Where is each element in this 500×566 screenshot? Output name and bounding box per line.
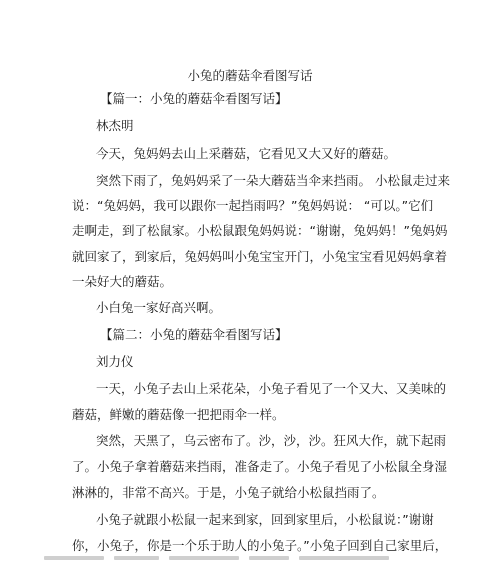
paragraph-line: 今天，兔妈妈去山上采蘑菇，它看见又大又好的蘑菇。 (96, 146, 397, 161)
section-heading-1: 【篇一：小兔的蘑菇伞看图写话】 (100, 91, 288, 106)
paragraph-line: 一天，小兔子去山上采花朵，小兔子看见了一个又大、又美味的 (96, 381, 447, 396)
paragraph-line: 小兔子就跟小松鼠一起来到家，回到家里后，小松鼠说：”谢谢 (96, 512, 434, 527)
paragraph-line: 突然，天黑了，乌云密布了。沙，沙，沙。狂风大作，就下起雨 (96, 433, 447, 448)
paragraph-line: 说：“兔妈妈，我可以跟你一起挡雨吗？”兔妈妈说： “可以。”它们 (72, 198, 434, 213)
author-1: 林杰明 (96, 118, 134, 133)
paragraph-line: 就回家了，到家后，兔妈妈叫小兔宝宝开门，小兔宝宝看见妈妈拿着 (72, 249, 448, 264)
document-title: 小兔的蘑菇伞看图写话 (187, 68, 313, 83)
section-heading-2: 【篇二：小兔的蘑菇伞看图写话】 (100, 327, 288, 342)
cut-off-text-line (44, 556, 394, 566)
paragraph-line: 一朵好大的蘑菇。 (72, 274, 173, 289)
paragraph-line: 淋淋的，非常不高兴。于是，小兔子就给小松鼠挡雨了。 (72, 485, 385, 500)
paragraph-line: 突然下雨了，兔妈妈采了一朵大蘑菇当伞来挡雨。 小松鼠走过来 (96, 173, 450, 188)
paragraph-line: 你，小兔子，你是一个乐于助人的小兔子。”小兔子回到自己家里后， (72, 538, 448, 553)
paragraph-line: 走啊走，到了松鼠家。小松鼠跟兔妈妈说：“谢谢，兔妈妈！”兔妈妈 (72, 223, 448, 238)
author-2: 刘力仪 (96, 354, 134, 369)
paragraph-line: 蘑菇，鲜嫩的蘑菇像一把把雨伞一样。 (72, 407, 285, 422)
paragraph-line: 小白兔一家好高兴啊。 (96, 300, 222, 315)
paragraph-line: 了。小兔子拿着蘑菇来挡雨，准备走了。小兔子看见了小松鼠全身湿 (72, 459, 448, 474)
